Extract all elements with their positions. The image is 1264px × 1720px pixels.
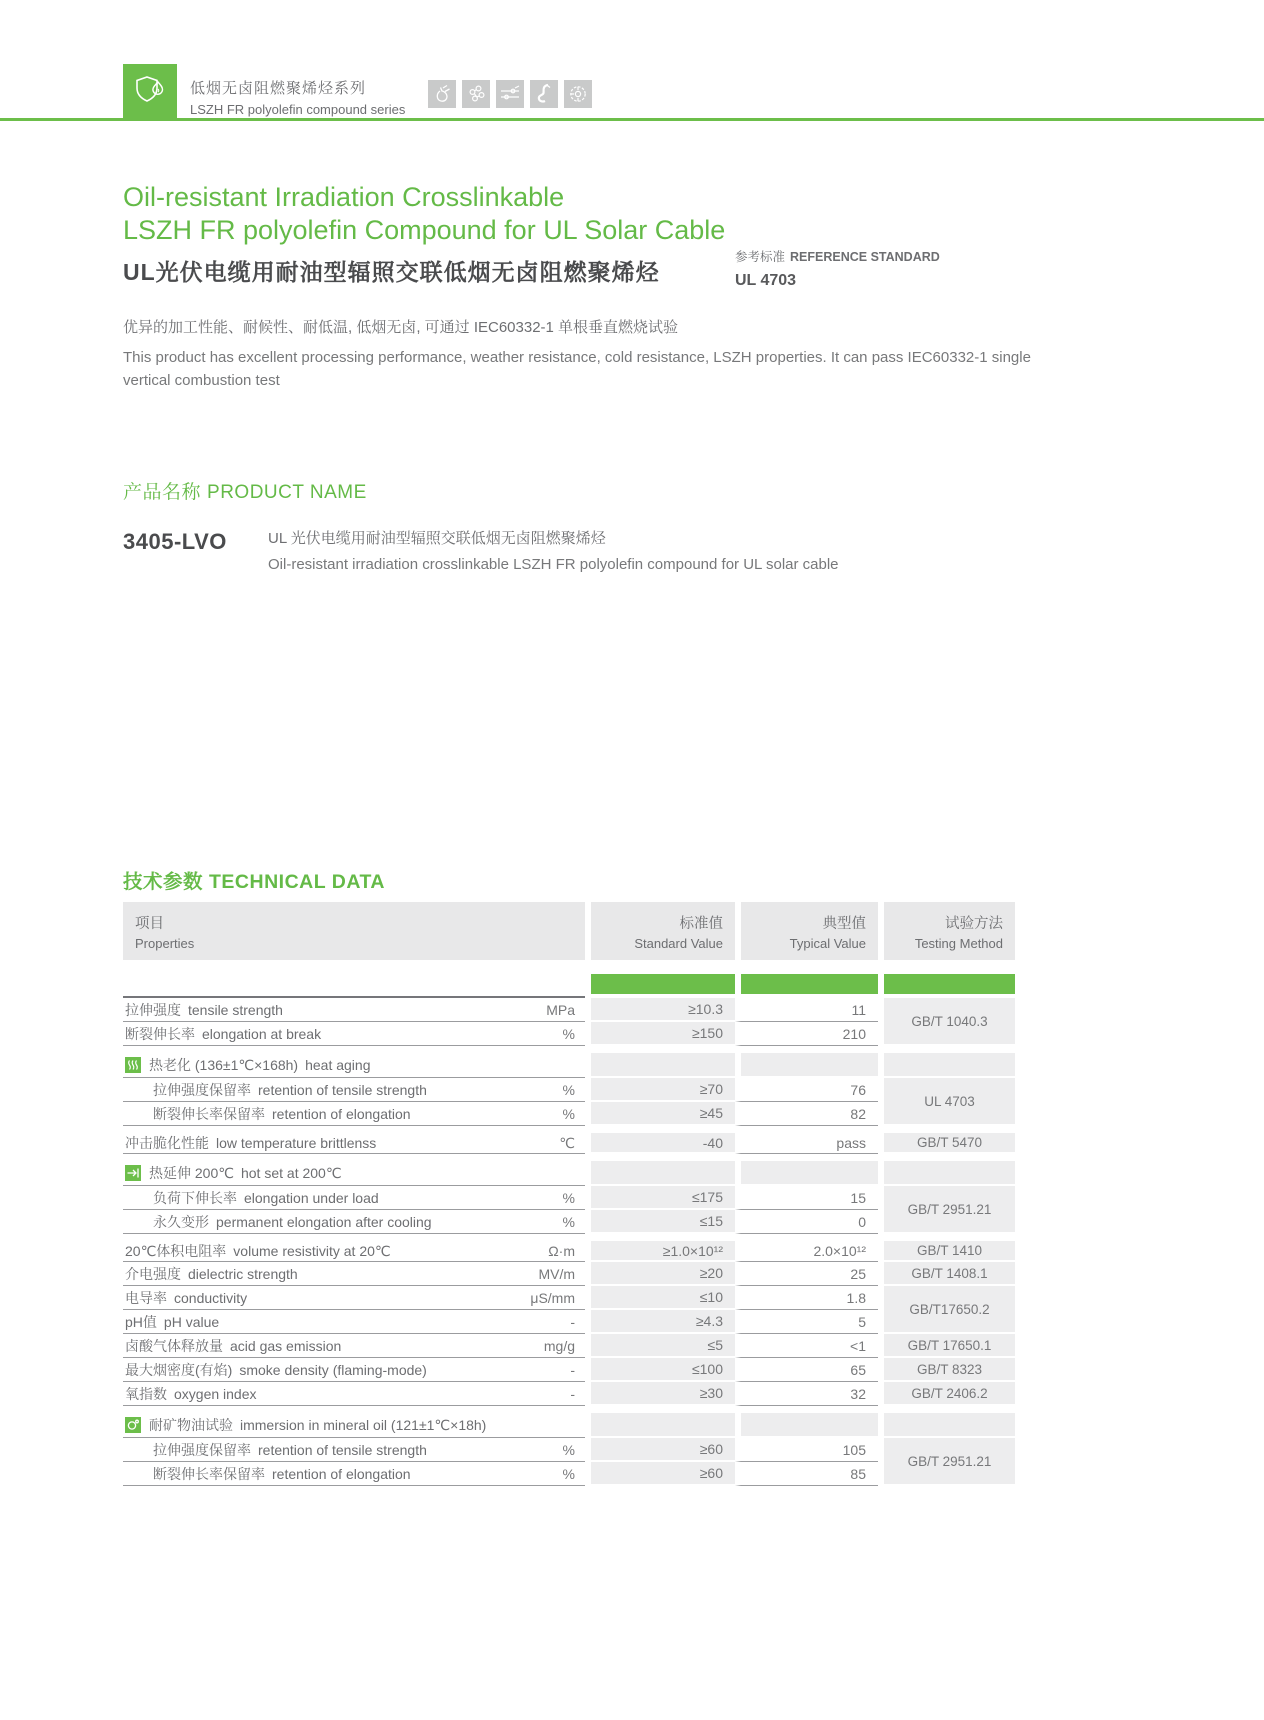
property-name: 冲击脆化性能 low temperature brittlenss xyxy=(123,1126,505,1154)
title-en-line1: Oil-resistant Irradiation Crosslinkable xyxy=(123,182,565,212)
green-bar xyxy=(735,974,878,998)
table-row xyxy=(123,1186,1015,1210)
standard-value-cell: ≥30 xyxy=(585,1382,735,1406)
property-name: 氧指数 oxygen index xyxy=(123,1382,505,1406)
standard-value-cell: -40 xyxy=(585,1126,735,1154)
section-heading-technical-data xyxy=(123,866,385,894)
testing-method-cell: GB/T 2406.2 xyxy=(878,1382,1015,1406)
cable-icon xyxy=(530,80,558,108)
table-row xyxy=(123,1126,1015,1154)
table-row xyxy=(123,1262,1015,1286)
header-typical-value: 典型值 Typical Value xyxy=(735,902,878,974)
unit-cell: MPa xyxy=(505,998,585,1022)
header-standard-value: 标准值 Standard Value xyxy=(585,902,735,974)
section-tech-zh: 技术参数 xyxy=(123,871,204,893)
series-name-zh: 低烟无卤阻燃聚烯烃系列 xyxy=(190,80,367,97)
standard-value-cell xyxy=(585,1154,735,1186)
typical-value-cell: 65 xyxy=(735,1358,878,1382)
testing-method-cell xyxy=(878,1046,1015,1078)
hot-set-arrow-icon xyxy=(125,1165,141,1181)
technical-data-table xyxy=(123,902,1015,1486)
unit-cell: mg/g xyxy=(505,1334,585,1358)
section-product-en: PRODUCT NAME xyxy=(207,482,367,503)
standard-value-cell: ≥60 xyxy=(585,1462,735,1486)
testing-method-cell: GB/T 2951.21 xyxy=(878,1438,1015,1486)
typical-value-cell: 76 xyxy=(735,1078,878,1102)
description-zh: 优异的加工性能、耐候性、耐低温, 低烟无卤, 可通过 IEC60332-1 单根垂直燃烧试验 xyxy=(123,319,679,336)
typical-value-cell: <1 xyxy=(735,1334,878,1358)
unit-cell: ℃ xyxy=(505,1126,585,1154)
testing-method-cell: GB/T 17650.1 xyxy=(878,1334,1015,1358)
green-bar-row xyxy=(123,974,1015,998)
standard-value-cell: ≥45 xyxy=(585,1102,735,1126)
header-properties: 项目 Properties xyxy=(123,902,585,974)
unit-cell: % xyxy=(505,1462,585,1486)
property-name: 负荷下伸长率 elongation under load xyxy=(123,1186,505,1210)
testing-method-cell: GB/T 8323 xyxy=(878,1358,1015,1382)
typical-value-cell: 32 xyxy=(735,1382,878,1406)
typical-value-cell: pass xyxy=(735,1126,878,1154)
property-name: 拉伸强度 tensile strength xyxy=(123,998,505,1022)
property-name: 卤酸气体释放量 acid gas emission xyxy=(123,1334,505,1358)
property-name: 永久变形 permanent elongation after cooling xyxy=(123,1210,505,1234)
group-title: 热老化 (136±1℃×168h) heat aging xyxy=(123,1046,585,1078)
testing-method-cell: GB/T 1408.1 xyxy=(878,1262,1015,1286)
table-row xyxy=(123,1234,1015,1262)
unit-cell: - xyxy=(505,1358,585,1382)
green-divider xyxy=(0,118,1264,121)
description-en: This product has excellent processing performance, weather resistance, cold resistance, LSZH properties. It can pass IEC60332-1 single vertical combustion test xyxy=(123,349,1031,389)
table-group-row xyxy=(123,1406,1015,1438)
unit-cell: Ω·m xyxy=(505,1234,585,1262)
property-name: 断裂伸长率 elongation at break xyxy=(123,1022,505,1046)
group-title: 耐矿物油试验 immersion in mineral oil (121±1℃×18h) xyxy=(123,1406,585,1438)
group-title: 热延伸 200℃ hot set at 200℃ xyxy=(123,1154,585,1186)
product-desc-en: Oil-resistant irradiation crosslinkable LSZH FR polyolefin compound for UL solar cable xyxy=(268,556,839,573)
reference-standard-label xyxy=(735,247,940,265)
product-code: 3405-LVO xyxy=(123,529,227,554)
standard-value-cell: ≥4.3 xyxy=(585,1310,735,1334)
table-row xyxy=(123,1334,1015,1358)
section-tech-en: TECHNICAL DATA xyxy=(209,871,386,893)
unit-cell: % xyxy=(505,1022,585,1046)
typical-value-cell: 11 xyxy=(735,998,878,1022)
unit-cell: % xyxy=(505,1210,585,1234)
unit-cell: μS/mm xyxy=(505,1286,585,1310)
standard-value-cell: ≥70 xyxy=(585,1078,735,1102)
standard-value-cell: ≤10 xyxy=(585,1286,735,1310)
testing-method-cell: UL 4703 xyxy=(878,1078,1015,1126)
reference-label-en: REFERENCE STANDARD xyxy=(790,250,940,264)
reference-label-zh: 参考标准 xyxy=(735,250,786,264)
page-title-zh: UL光伏电缆用耐油型辐照交联低烟无卤阻燃聚烯烃 xyxy=(123,259,660,285)
standard-value-cell: ≤15 xyxy=(585,1210,735,1234)
unit-cell: % xyxy=(505,1186,585,1210)
standard-value-cell xyxy=(585,1046,735,1078)
title-en-line2: LSZH FR polyolefin Compound for UL Solar Cable xyxy=(123,215,726,245)
standard-value-cell: ≥10.3 xyxy=(585,998,735,1022)
feature-icon-strip xyxy=(428,80,592,108)
typical-value-cell: 105 xyxy=(735,1438,878,1462)
standard-value-cell: ≥1.0×10¹² xyxy=(585,1234,735,1262)
standard-value-cell: ≤175 xyxy=(585,1186,735,1210)
typical-value-cell: 0 xyxy=(735,1210,878,1234)
unit-cell: % xyxy=(505,1078,585,1102)
testing-method-cell: GB/T17650.2 xyxy=(878,1286,1015,1334)
brand-series xyxy=(190,77,405,117)
table-row xyxy=(123,1286,1015,1310)
property-name: 断裂伸长率保留率 retention of elongation xyxy=(123,1102,505,1126)
property-name: 断裂伸长率保留率 retention of elongation xyxy=(123,1462,505,1486)
standard-value-cell: ≤5 xyxy=(585,1334,735,1358)
testing-method-cell xyxy=(878,1406,1015,1438)
oil-drop-icon xyxy=(125,1417,141,1433)
gear-icon xyxy=(564,80,592,108)
testing-method-cell: GB/T 2951.21 xyxy=(878,1186,1015,1234)
circuit-lines-icon xyxy=(496,80,524,108)
property-name: 20℃体积电阻率 volume resistivity at 20℃ xyxy=(123,1234,505,1262)
table-row xyxy=(123,1358,1015,1382)
unit-cell: - xyxy=(505,1310,585,1334)
typical-value-cell: 82 xyxy=(735,1102,878,1126)
product-code-description xyxy=(268,527,839,573)
reference-standard xyxy=(735,247,940,290)
unit-cell: MV/m xyxy=(505,1262,585,1286)
property-name: 最大烟密度(有焰) smoke density (flaming-mode) xyxy=(123,1358,505,1382)
brand-badge xyxy=(123,64,177,118)
unit-cell: - xyxy=(505,1382,585,1406)
typical-value-cell: 2.0×10¹² xyxy=(735,1234,878,1262)
product-description xyxy=(123,316,1038,392)
testing-method-cell: GB/T 1040.3 xyxy=(878,998,1015,1046)
testing-method-cell xyxy=(878,1154,1015,1186)
table-row xyxy=(123,1078,1015,1102)
table-group-row xyxy=(123,1154,1015,1186)
polymer-molecule-icon xyxy=(462,80,490,108)
series-name-en: LSZH FR polyolefin compound series xyxy=(190,102,406,117)
green-bar xyxy=(585,974,735,998)
product-desc-zh: UL 光伏电缆用耐油型辐照交联低烟无卤阻燃聚烯烃 xyxy=(268,530,606,547)
property-name: 拉伸强度保留率 retention of tensile strength xyxy=(123,1438,505,1462)
burner-icon xyxy=(428,80,456,108)
typical-value-cell xyxy=(735,1406,878,1438)
standard-value-cell: ≤100 xyxy=(585,1358,735,1382)
standard-value-cell: ≥60 xyxy=(585,1438,735,1462)
heat-waves-icon xyxy=(125,1057,141,1073)
testing-method-cell: GB/T 1410 xyxy=(878,1234,1015,1262)
header-testing-method: 试验方法 Testing Method xyxy=(878,902,1015,974)
unit-cell: % xyxy=(505,1102,585,1126)
unit-cell: % xyxy=(505,1438,585,1462)
typical-value-cell: 210 xyxy=(735,1022,878,1046)
typical-value-cell: 25 xyxy=(735,1262,878,1286)
shield-flame-icon xyxy=(130,69,170,114)
table-row xyxy=(123,1382,1015,1406)
typical-value-cell: 85 xyxy=(735,1462,878,1486)
table-row xyxy=(123,998,1015,1022)
property-name: 介电强度 dielectric strength xyxy=(123,1262,505,1286)
property-name: pH值 pH value xyxy=(123,1310,505,1334)
typical-value-cell: 1.8 xyxy=(735,1286,878,1310)
property-name: 电导率 conductivity xyxy=(123,1286,505,1310)
typical-value-cell xyxy=(735,1154,878,1186)
section-product-zh: 产品名称 xyxy=(123,482,202,503)
typical-value-cell xyxy=(735,1046,878,1078)
table-row xyxy=(123,1438,1015,1462)
table-group-row xyxy=(123,1046,1015,1078)
standard-value-cell xyxy=(585,1406,735,1438)
standard-value-cell: ≥150 xyxy=(585,1022,735,1046)
reference-standard-value: UL 4703 xyxy=(735,272,797,289)
table-header-row xyxy=(123,902,1015,974)
page-title-en xyxy=(123,181,725,247)
typical-value-cell: 15 xyxy=(735,1186,878,1210)
standard-value-cell: ≥20 xyxy=(585,1262,735,1286)
section-heading-product-name xyxy=(123,477,367,504)
green-bar xyxy=(878,974,1015,998)
green-bar-spacer xyxy=(123,974,585,998)
typical-value-cell: 5 xyxy=(735,1310,878,1334)
testing-method-cell: GB/T 5470 xyxy=(878,1126,1015,1154)
property-name: 拉伸强度保留率 retention of tensile strength xyxy=(123,1078,505,1102)
